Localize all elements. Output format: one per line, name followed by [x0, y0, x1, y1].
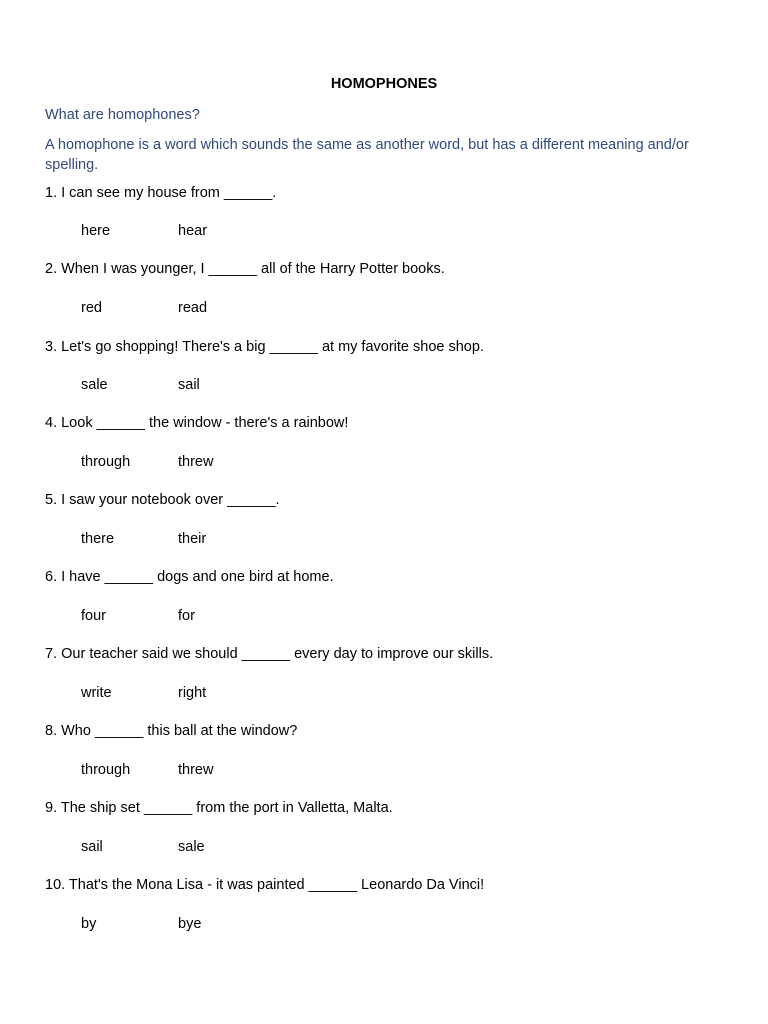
question-9-option-b: sale: [178, 839, 205, 855]
question-4-option-a: through: [81, 454, 131, 470]
question-7: 7. Our teacher said we should ______ every day to improve our skills.: [45, 646, 494, 662]
question-10: 10. That's the Mona Lisa - it was painted ______ Leonardo Da Vinci!: [45, 877, 485, 893]
question-1: 1. I can see my house from ______.: [45, 185, 277, 201]
question-10-option-b: bye: [178, 916, 202, 932]
question-8-option-a: through: [81, 762, 131, 778]
question-4: 4. Look ______ the window - there's a rainbow!: [45, 415, 349, 431]
question-4-option-b: threw: [178, 454, 214, 470]
question-7-option-b: right: [178, 685, 207, 701]
question-2-option-a: red: [81, 300, 102, 316]
question-3: 3. Let's go shopping! There's a big ______ at my favorite shoe shop.: [45, 339, 484, 355]
question-3-option-a: sale: [81, 377, 108, 393]
question-1-option-b: hear: [178, 223, 208, 239]
definition-text: A homophone is a word which sounds the same as another word, but has a different meaning and/or spelling.: [45, 137, 689, 173]
question-6-option-b: for: [178, 608, 195, 624]
question-5: 5. I saw your notebook over ______.: [45, 492, 280, 508]
question-2-option-b: read: [178, 300, 208, 316]
question-9-option-a: sail: [81, 839, 103, 855]
question-6: 6. I have ______ dogs and one bird at home.: [45, 569, 334, 585]
question-1-option-a: here: [81, 223, 111, 239]
subheading: What are homophones?: [45, 107, 200, 123]
question-2: 2. When I was younger, I ______ all of the Harry Potter books.: [45, 261, 445, 277]
question-8-option-b: threw: [178, 762, 214, 778]
question-10-option-a: by: [81, 916, 97, 932]
question-8: 8. Who ______ this ball at the window?: [45, 723, 298, 739]
question-3-option-b: sail: [178, 377, 200, 393]
question-5-option-a: there: [81, 531, 115, 547]
question-7-option-a: write: [81, 685, 112, 701]
question-5-option-b: their: [178, 531, 207, 547]
question-6-option-a: four: [81, 608, 106, 624]
question-9: 9. The ship set ______ from the port in Valletta, Malta.: [45, 800, 393, 816]
page-title: HOMOPHONES: [330, 76, 438, 92]
